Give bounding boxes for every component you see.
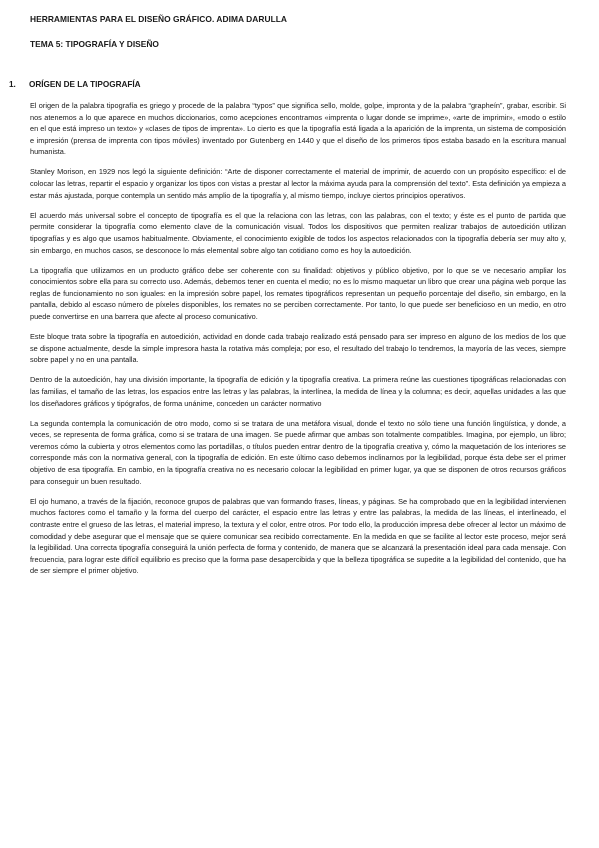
paragraph-morison-definition: Stanley Morison, en 1929 nos legó la siguiente definición: “Arte de disponer correctamente el material de imprimir, de acuerdo con un propósito específico: el de colocar las letras, repartir el espacio y organizar los tipos con vistas a prestar al lector la máxima ayuda para la comprensión del texto”. Esta definición ya empieza a estar más ajustada, porque contempla un sentido más amplio de la tipografía y, al mismo tiempo, incluye ciertos principios operativos. xyxy=(30,167,566,200)
section-heading xyxy=(9,80,141,89)
paragraph-origin: El origen de la palabra tipografía es griego y procede de la palabra “typos” que significa sello, molde, golpe, impronta y de la palabra “grapheín”, grabar, escribir. Si nos atenemos a lo que aparece en muchos diccionarios, como acepciones encontramos «imprenta o lugar donde se imprime», «arte de imprimir», «modo o estilo en el que está impreso un texto» y «clases de tipos de imprenta». Lo cierto es que la tipografía está ligada a la aparición de la imprenta, un sistema de composición e impresión (prensa de imprenta con tipos móviles) inventado por Gutenberg en 1440 y que el diseño de los primeros tipos estaba basado en la escritura manual humanista. xyxy=(30,101,566,157)
paragraph-universal-concept: El acuerdo más universal sobre el concepto de tipografía es el que la relaciona con las letras, con las palabras, con el texto; y éste es el punto de partida que permite considerar la tipografía como elemento clave de la comunicación visual. Todos los dispositivos que permiten realizar trabajos de autoedición utilizan tipografías y es algo que usamos habitualmente. Obviamente, el conocimiento exigible de todos los aspectos relacionados con la tipografía debería ser muy alto y, sin embargo, en muchos casos, se desconoce lo más elemental sobre algo tan cotidiano como es hoy la autoedición. xyxy=(30,210,566,255)
section-title: ORÍGEN DE LA TIPOGRAFÍA xyxy=(29,80,141,89)
section-number: 1. xyxy=(9,80,16,89)
paragraph-autoedition-block: Este bloque trata sobre la tipografía en autoedición, actividad en donde cada trabajo realizado está pensado para ser impreso en alguno de los medios de los que se dispone actualmente, desde la simple impresora hasta la rotativa más compleja; por eso, el resultado del trabajo lo tendremos, la mayoría de las veces, siempre sobre papel y no en una pantalla. xyxy=(30,332,566,365)
paragraph-legibility: El ojo humano, a través de la fijación, reconoce grupos de palabras que van formando frases, líneas, y páginas. Se ha comprobado que en la legibilidad intervienen muchos factores como el tamaño y la forma del cuerpo del carácter, el espacio entre las letras y entre las palabras, la medida de las líneas, el interlineado, el contraste entre el grueso de las letras, el material impreso, la textura y el color, entre otros. Por todo ello, la producción impresa debe ofrecer al lector un máximo de comodidad y debe asegurar que el mensaje que se quiere comunicar sea recibido correctamente. En la medida en que se facilite al lector este proceso, mejor será la legibilidad. Una correcta tipografía conseguirá la unión perfecta de forma y contenido, de manera que se alcanzará la presentación ideal para cada mensaje. Con frecuencia, para lograr este difícil equilibrio es preciso que la forma pase desapercibida y que la belleza tipográfica se supedite a la legibilidad del contenido, que ha de ser siempre el primer objetivo. xyxy=(30,496,566,576)
document-header-title: HERRAMIENTAS PARA EL DISEÑO GRÁFICO. ADIMA DARULLA xyxy=(30,14,288,24)
paragraph-edition-typography: Dentro de la autoedición, hay una división importante, la tipografía de edición y la tipografía creativa. La primera reúne las cuestiones tipográficas relacionadas con las familias, el tamaño de las letras, los espacios entre las letras y las palabras, la interlínea, la medida de línea y la columna; es decir, aquellas unidades a las que los diseñadores gráficos y tipógrafos, de forma unánime, conceden un carácter normativo xyxy=(30,375,566,408)
paragraph-creative-typography: La segunda contempla la comunicación de otro modo, como si se tratara de una metáfora visual, donde el texto no sólo tiene una función lingüística, y donde, a veces, se representa de forma gráfica, como si se tratara de una imagen. Se puede afirmar que ambas son totalmente compatibles. Imagina, por ejemplo, un libro; veremos cómo la cubierta y otros elementos como las portadillas, o títulos pueden entrar dentro de la tipografía creativa y, cómo la maquetación de los interiores se corresponde más con la normativa general, con la tipografía de edición. En este último caso debemos inclinarnos por la legibilidad, porque ésta debe ser el primer objetivo de esa tipografía. En cambio, en la tipografía creativa no es necesario colocar la legibilidad en primer lugar, ya que se disponen de otros recursos gráficos para conseguir un buen resultado. xyxy=(30,418,566,486)
paragraph-coherence: La tipografía que utilizamos en un producto gráfico debe ser coherente con su finalidad: objetivos y público objetivo, por lo que se ve necesario ampliar los conocimientos sobre ella para su correcto uso. Además, debemos tener en cuenta el medio; no es lo mismo maquetar un libro que crear una página web porque las reglas de funcionamiento no son iguales: en la impresión sobre papel, los remates tipográficos representan un pequeño porcentaje del diseño, sin embargo, en la pantalla, debido al escaso número de píxeles disponibles, los remates no se perciben correctamente. Por tanto, lo que puede ser beneficioso en un medio, en otro puede convertirse en una barrera que afecte al proceso comunicativo. xyxy=(30,265,566,321)
section-body xyxy=(30,100,566,585)
document-topic-title: TEMA 5: TIPOGRAFÍA Y DISEÑO xyxy=(30,39,159,49)
